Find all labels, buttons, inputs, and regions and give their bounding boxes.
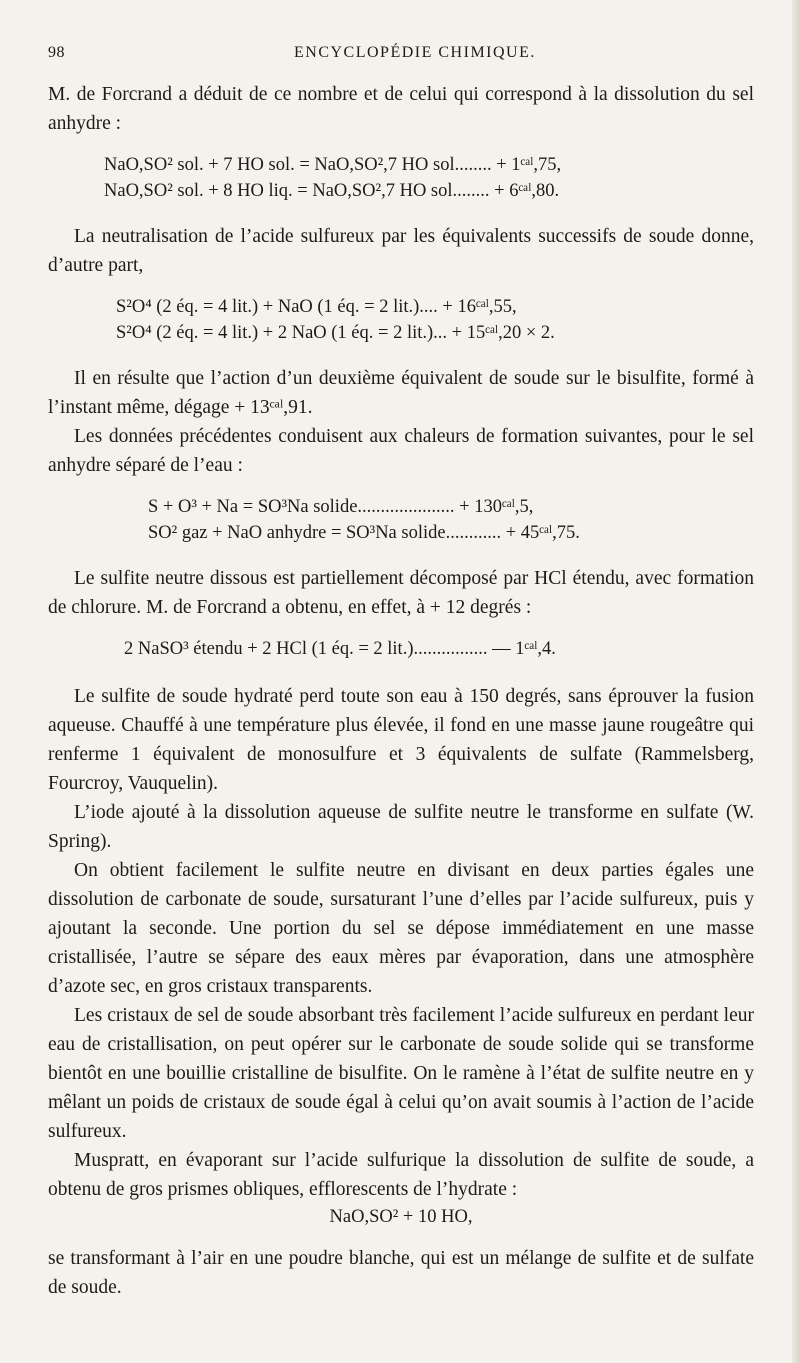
- paragraph: Le sulfite neutre dissous est partiellement décomposé par HCl étendu, avec formation de chlorure. M. de Forcrand a obtenu, en effet, à + 12 degrés :: [48, 568, 754, 618]
- equation-line: SO² gaz + NaO anhydre = SO³Na solide............ + 45ᶜᵃˡ,75.: [148, 523, 580, 543]
- paragraph: Il en résulte que l’action d’un deuxième équivalent de soude sur le bisulfite, formé à l’instant même, dégage + 13ᶜᵃˡ,91.: [48, 368, 754, 418]
- paragraph: se transformant à l’air en une poudre blanche, qui est un mélange de sulfite et de sulfate de soude.: [48, 1248, 754, 1298]
- page-number: 98: [48, 44, 65, 61]
- equation-line: S + O³ + Na = SO³Na solide..................... + 130ᶜᵃˡ,5,: [148, 497, 534, 517]
- equation-line: S²O⁴ (2 éq. = 4 lit.) + 2 NaO (1 éq. = 2 lit.)... + 15ᶜᵃˡ,20 × 2.: [116, 323, 555, 343]
- paragraph: Les données précédentes conduisent aux chaleurs de formation suivantes, pour le sel anhydre séparé de l’eau :: [48, 426, 754, 476]
- paragraph: La neutralisation de l’acide sulfureux par les équivalents successifs de soude donne, d’autre part,: [48, 226, 754, 276]
- paragraph: Le sulfite de soude hydraté perd toute son eau à 150 degrés, sans éprouver la fusion aqueuse. Chauffé à une température plus élevée, il fond en une masse jaune rougeâtre qui renferme 1 équivalent de monosulfure et 3 équivalents de sulfate (Rammelsberg, Fourcroy, Vauquelin).: [48, 686, 754, 794]
- equation-line: 2 NaSO³ étendu + 2 HCl (1 éq. = 2 lit.)................ — 1ᶜᵃˡ,4.: [124, 639, 556, 659]
- equation-block: [48, 636, 754, 662]
- paragraph: Muspratt, en évaporant sur l’acide sulfurique la dissolution de sulfite de soude, a obtenu de gros prismes obliques, efflorescents de l’hydrate :: [48, 1150, 754, 1200]
- paragraph: On obtient facilement le sulfite neutre en divisant en deux parties égales une dissolution de carbonate de soude, sursaturant l’une d’elles par l’acide sulfureux, puis y ajoutant la seconde. Une portion du sel se dépose immédiatement en une masse cristallisée, l’autre se sépare des eaux mères par évaporation, dans une atmosphère d’azote sec, en gros cristaux transparents.: [48, 860, 754, 997]
- running-title: ENCYCLOPÉDIE CHIMIQUE.: [294, 44, 536, 61]
- page-body: [48, 80, 754, 1302]
- equation-block: [48, 294, 754, 346]
- paragraph: M. de Forcrand a déduit de ce nombre et de celui qui correspond à la dissolution du sel anhydre :: [48, 84, 754, 134]
- equation-block: [48, 494, 754, 546]
- equation-line: NaO,SO² sol. + 7 HO sol. = NaO,SO²,7 HO sol........ + 1ᶜᵃˡ,75,: [104, 155, 562, 175]
- paragraph: Les cristaux de sel de soude absorbant très facilement l’acide sulfureux en perdant leur eau de cristallisation, on peut opérer sur le carbonate de soude solide qui se transforme bientôt en une bouillie cristalline de bisulfite. On le ramène à l’état de sulfite neutre en y mêlant un poids de cristaux de soude égal à celui qu’on avait soumis à l’action de l’acide sulfureux.: [48, 1005, 754, 1142]
- equation-line: S²O⁴ (2 éq. = 4 lit.) + NaO (1 éq. = 2 lit.).... + 16ᶜᵃˡ,55,: [116, 297, 517, 317]
- equation-line: NaO,SO² + 10 HO,: [329, 1207, 473, 1227]
- equation-block: [48, 1204, 754, 1230]
- paragraph: L’iode ajouté à la dissolution aqueuse de sulfite neutre le transforme en sulfate (W. Spring).: [48, 802, 754, 852]
- equation-block: [48, 152, 754, 204]
- equation-line: NaO,SO² sol. + 8 HO liq. = NaO,SO²,7 HO sol........ + 6ᶜᵃˡ,80.: [104, 181, 560, 201]
- page-header: [48, 44, 748, 68]
- page-edge-shadow: [792, 0, 800, 1363]
